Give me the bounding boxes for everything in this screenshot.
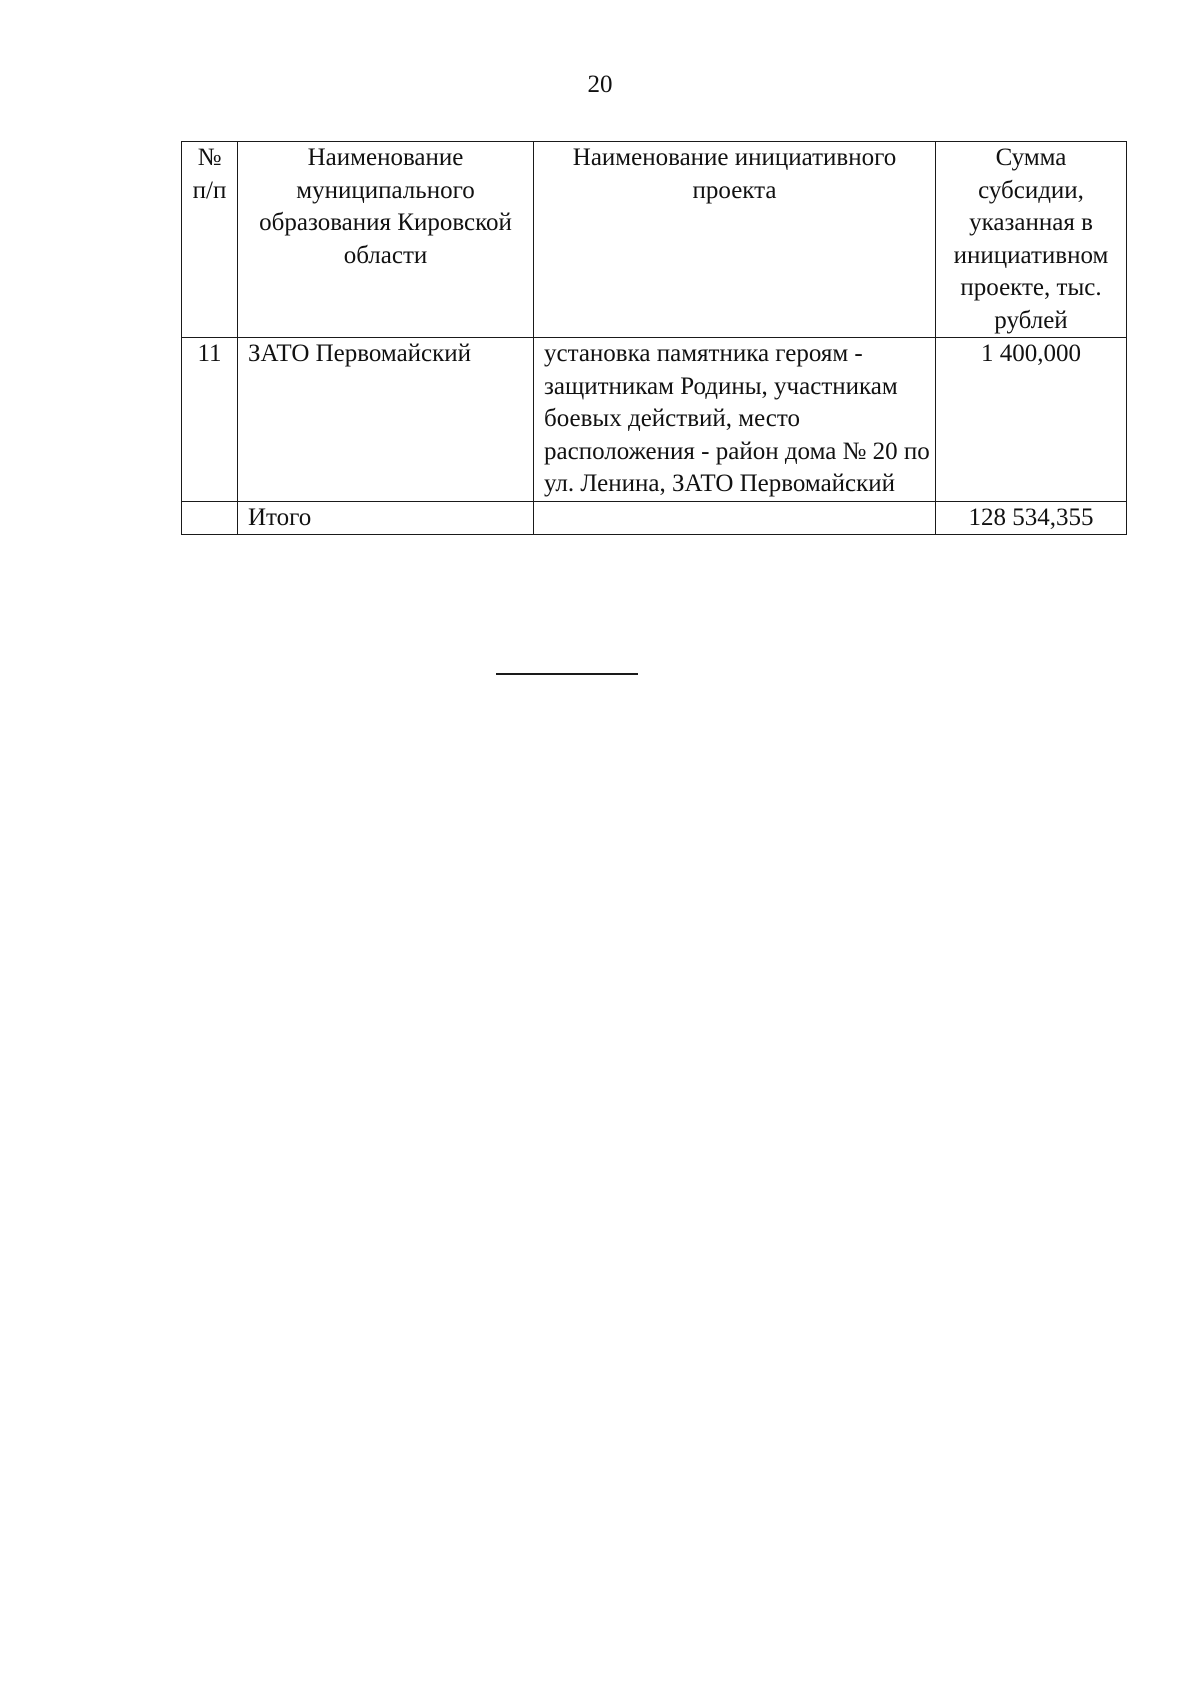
total-row xyxy=(182,501,1127,534)
header-amount: Сумма субсидии, указанная в инициативном проекте, тыс. рублей xyxy=(936,142,1127,338)
row-municipality: ЗАТО Первомайский xyxy=(238,338,534,502)
header-project: Наименование инициативного проекта xyxy=(534,142,936,338)
total-number-empty xyxy=(182,501,238,534)
total-amount: 128 534,355 xyxy=(936,501,1127,534)
row-project: установка памятника героям - защитникам Родины, участникам боевых действий, место расположения - район дома № 20 по ул. Ленина, ЗАТО Первомайский xyxy=(534,338,936,502)
row-amount: 1 400,000 xyxy=(936,338,1127,502)
table-header-row xyxy=(182,142,1127,338)
total-project-empty xyxy=(534,501,936,534)
table-row xyxy=(182,338,1127,502)
header-number: № п/п xyxy=(182,142,238,338)
total-label: Итого xyxy=(238,501,534,534)
subsidy-table xyxy=(181,141,1127,535)
row-number: 11 xyxy=(182,338,238,502)
end-divider xyxy=(496,673,638,675)
header-municipality: Наименование муниципального образования Кировской области xyxy=(238,142,534,338)
page-number: 20 xyxy=(587,71,613,98)
